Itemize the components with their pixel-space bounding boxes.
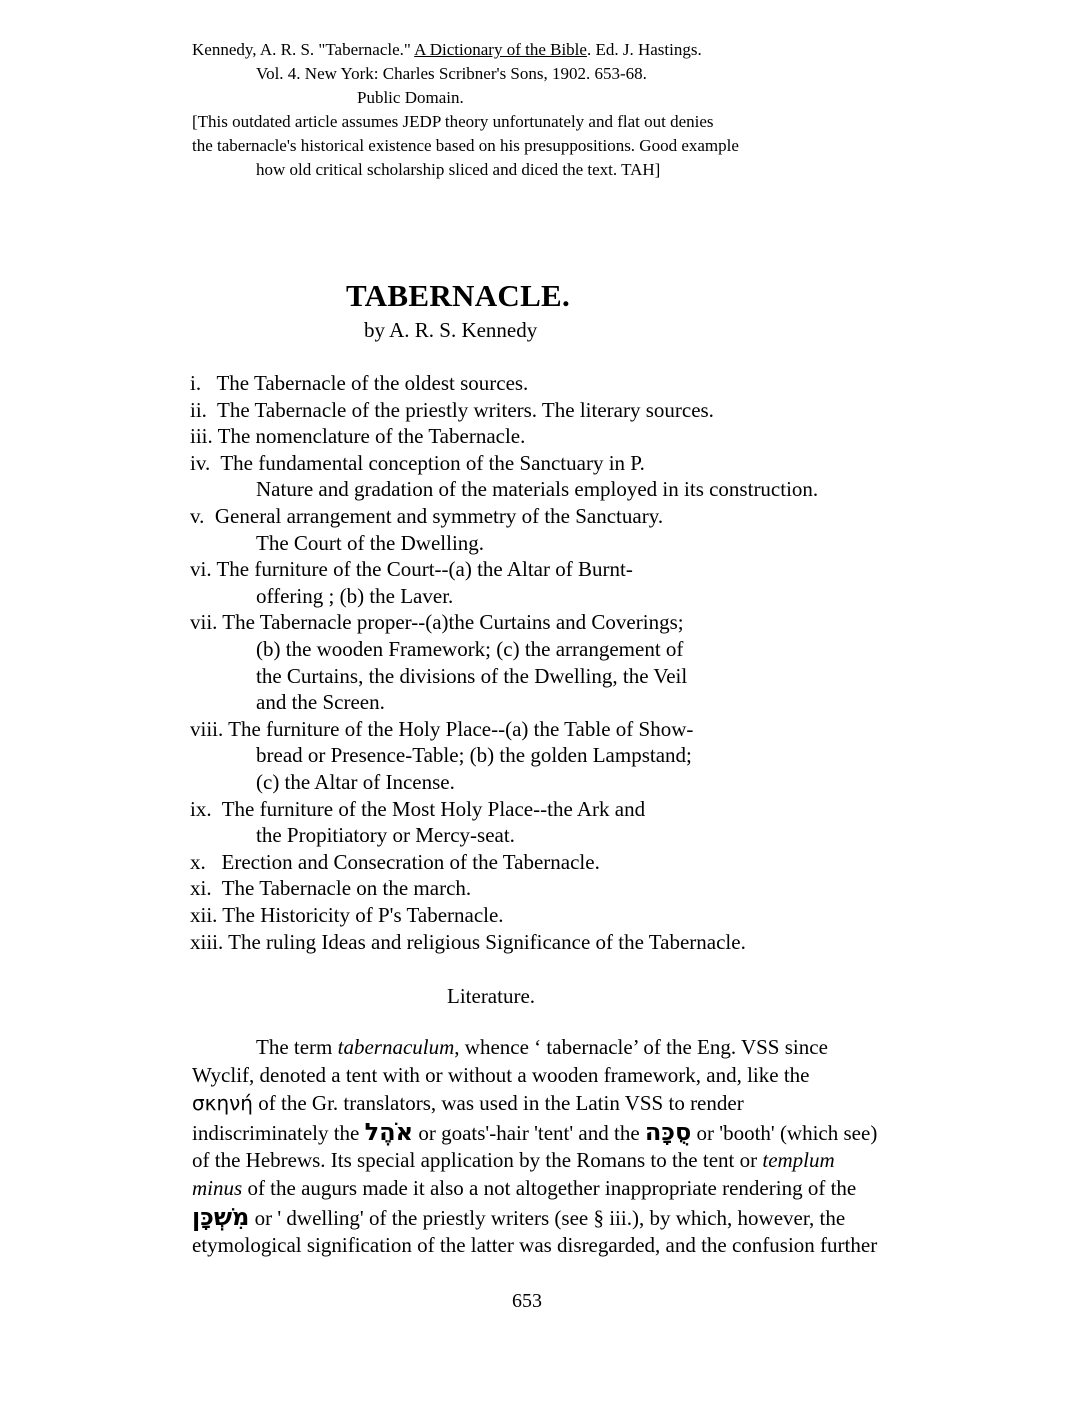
editor-note-line-3: how old critical scholarship sliced and diced the text. TAH] xyxy=(256,160,661,179)
table-of-contents xyxy=(190,370,1010,960)
article-byline: by A. R. S. Kennedy xyxy=(364,318,538,342)
toc-entry: i. The Tabernacle of the oldest sources. xyxy=(190,371,529,395)
citation-line-3: Public Domain. xyxy=(357,88,464,107)
toc-entry: v. General arrangement and symmetry of the Sanctuary. xyxy=(190,504,664,528)
toc-entry-continuation: The Court of the Dwelling. xyxy=(256,530,485,555)
editor-note-line-2: the tabernacle's historical existence based on his presuppositions. Good example xyxy=(192,136,739,155)
toc-entry: xi. The Tabernacle on the march. xyxy=(190,876,472,901)
body-line-4: indiscriminately the אֹהֶל or goats'-hair 'tent' and the סֻכָּה or 'booth' (which see) xyxy=(192,1118,878,1146)
hebrew-sukkah: סֻכָּה xyxy=(644,1118,692,1146)
hebrew-mishkan: מִשְׁכָּן xyxy=(192,1203,250,1231)
body-line-5: of the Hebrews. Its special application by the Romans to the tent or templum xyxy=(192,1148,835,1172)
toc-entry: iv. The fundamental conception of the Sanctuary in P. xyxy=(190,450,645,475)
toc-entry: xii. The Historicity of P's Tabernacle. xyxy=(190,903,504,927)
toc-entry: ii. The Tabernacle of the priestly writers. The literary sources. xyxy=(190,397,714,422)
toc-entry-continuation: the Curtains, the divisions of the Dwelling, the Veil xyxy=(256,663,688,688)
body-line-7: מִשְׁכָּן or ' dwelling' of the priestly writers (see § iii.), by which, however, the xyxy=(192,1203,846,1231)
toc-entry-continuation: and the Screen. xyxy=(256,690,385,715)
citation-book-title: A Dictionary of the Bible xyxy=(414,40,587,59)
toc-entry: vi. The furniture of the Court--(a) the Altar of Burnt- xyxy=(190,557,633,582)
toc-entry-continuation: the Propitiatory or Mercy-seat. xyxy=(256,823,515,848)
toc-entry-continuation: bread or Presence-Table; (b) the golden Lampstand; xyxy=(256,743,692,768)
toc-entry: ix. The furniture of the Most Holy Place--the Ark and xyxy=(190,796,646,821)
body-line-1: The term tabernaculum, whence ‘ tabernacle’ of the Eng. VSS since xyxy=(256,1035,828,1059)
toc-entry-continuation: offering ; (b) the Laver. xyxy=(256,583,454,608)
citation-line-1: Kennedy, A. R. S. "Tabernacle." A Dictionary of the Bible. Ed. J. Hastings. xyxy=(192,40,702,59)
toc-entry: iii. The nomenclature of the Tabernacle. xyxy=(190,424,526,449)
toc-entry-continuation: Nature and gradation of the materials employed in its construction. xyxy=(256,477,819,502)
toc-entry-continuation: (b) the wooden Framework; (c) the arrangement of xyxy=(256,637,684,661)
editor-note-line-1: [This outdated article assumes JEDP theory unfortunately and flat out denies xyxy=(192,112,714,131)
toc-entry: viii. The furniture of the Holy Place--(a) the Table of Show- xyxy=(190,716,694,741)
page-number: 653 xyxy=(512,1290,542,1312)
body-line-6: minus of the augurs made it also a not altogether inappropriate rendering of the xyxy=(192,1176,857,1200)
citation-line-2: Vol. 4. New York: Charles Scribner's Sons, 1902. 653-68. xyxy=(256,64,647,83)
toc-entry: x. Erection and Consecration of the Tabernacle. xyxy=(190,849,600,874)
toc-entry-continuation: (c) the Altar of Incense. xyxy=(256,770,455,794)
article-title: TABERNACLE. xyxy=(346,278,571,313)
hebrew-ohel: אֹהֶל xyxy=(364,1118,414,1146)
body-line-2: Wyclif, denoted a tent with or without a wooden framework, and, like the xyxy=(192,1063,810,1087)
body-line-3: σκηνή of the Gr. translators, was used in the Latin VSS to render xyxy=(192,1091,744,1115)
greek-skene: σκηνή xyxy=(192,1091,253,1115)
toc-entry: vii. The Tabernacle proper--(a)the Curtains and Coverings; xyxy=(190,610,684,635)
literature-label: Literature. xyxy=(447,984,536,1008)
body-line-8: etymological signification of the latter was disregarded, and the confusion further xyxy=(192,1233,878,1257)
toc-entry: xiii. The ruling Ideas and religious Significance of the Tabernacle. xyxy=(190,929,746,954)
